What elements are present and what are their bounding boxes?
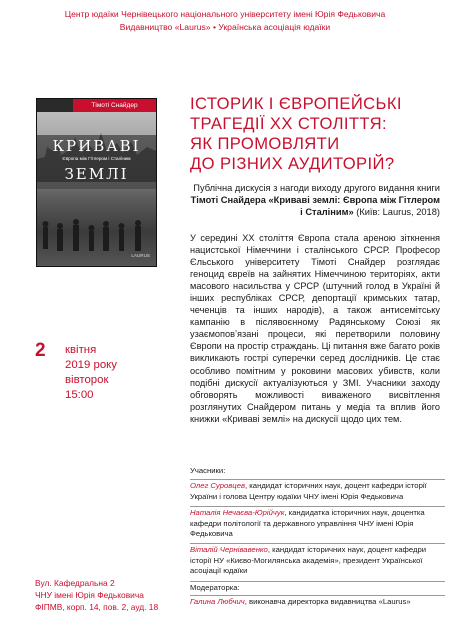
participants-label: Учасники: (190, 466, 226, 475)
cover-author: Тімоті Снайдер (73, 99, 156, 112)
book-cover (36, 98, 157, 267)
headline-line-1: ІСТОРИК І ЄВРОПЕЙСЬКІ (190, 94, 402, 113)
body-text: У середині ХХ століття Європа стала ареною зіткнення нацистської Німеччини і сталінського СРСР. Професор Єльського університету Тімоті Снайдер розглядає геноцид євреїв на зайнятих Німеччиною територіях, акти масового насильства у СРСР (штучний голод в Україні й інших республіках СРСР, депортації кримських татар, чеченців та інших народів), а також антисемітську кампанію в післявоєнному Радянському Союзі як узаємоповʼязані процеси, які перетворили половину Європи на простір страждань. Ці питання вже багато років викликають гострі суперечки серед дослідників. Це стає особливо помітним у роковини масових убивств, коли подібні дискусії актуалізуються у ЗМІ. Учасники заходу обговорять можливості виваженого висвітлення розглянутих Снайдером питань у медіа та вплив його книжки «Криваві землі» на дискусії щодо цих тем. (190, 233, 440, 424)
participant-name: Наталія Нечаєва-Юрійчук (190, 508, 285, 518)
headline (190, 94, 440, 174)
event-weekday: вівторок (65, 374, 109, 386)
header (0, 8, 450, 33)
headline-line-4: ДО РІЗНИХ АУДИТОРІЙ? (190, 154, 395, 173)
event-time: 15:00 (65, 389, 94, 401)
address-line-2: ЧНУ імені Юрія Федьковича (35, 590, 144, 600)
event-month: квітня (65, 344, 97, 356)
participants (190, 466, 445, 611)
cover-subtitle: Європа між Гітлером і Сталіним (62, 156, 131, 161)
intro-text-2: (Київ: Laurus, 2018) (353, 207, 440, 217)
header-line-2: Видавництво «Laurus» • Українська асоціація юдаїки (119, 21, 331, 32)
cover-title-2: ЗЕМЛІ (64, 165, 129, 183)
participant-name: Олег Суровцев (190, 481, 245, 491)
intro-book-title: Тімоті Снайдера «Криваві землі: Європа між Гітлером і Сталіним» (190, 195, 440, 217)
people-silhouettes (37, 209, 156, 259)
participant-desc: , кандидатка історичних наук, доцентка кафедри політології та державного управління ЧНУ імені Юрія Федьковича (190, 508, 425, 539)
moderator-name: Галина Любчич (190, 597, 245, 607)
participant-desc: , кандидат історичних наук, доцент кафедри історії НУ «Києво-Могилянська академія», президент Української асоціації юдаїки (190, 545, 427, 576)
intro-paragraph (190, 182, 440, 218)
moderator (190, 595, 445, 611)
participant-desc: , кандидат історичних наук, доцент кафедри історії України і голова Центру юдаїки ЧНУ імені Юрія Федьковича (190, 481, 427, 501)
event-year: 2019 року (65, 359, 117, 371)
headline-line-3: ЯК ПРОМОВЛЯТИ (190, 134, 340, 153)
address-line-1: Вул. Кафедральна 2 (35, 578, 115, 588)
event-day: 2 (35, 340, 46, 361)
moderator-desc: , виконавча директорка видавництва «Laurus» (244, 597, 411, 607)
intro-text-1: Публічна дискусія з нагоди виходу другого видання книги (193, 183, 440, 193)
cover-title-1: КРИВАВІ (52, 137, 141, 155)
participant-1 (190, 479, 445, 506)
headline-line-2: ТРАГЕДІЇ ХХ СТОЛІТТЯ: (190, 114, 387, 133)
header-line-1: Центр юдаїки Чернівецького національного університету імені Юрія Федьковича (64, 9, 386, 19)
participant-2 (190, 506, 445, 543)
participant-3 (190, 543, 445, 580)
address-line-3: ФІПМВ, корп. 14, пов. 2, ауд. 18 (35, 602, 159, 612)
moderator-label: Модераторка: (190, 581, 445, 595)
venue-address (35, 577, 195, 613)
cover-publisher: LAURUS (131, 253, 150, 258)
participant-name: Віталій Чернівавенко (190, 545, 268, 555)
